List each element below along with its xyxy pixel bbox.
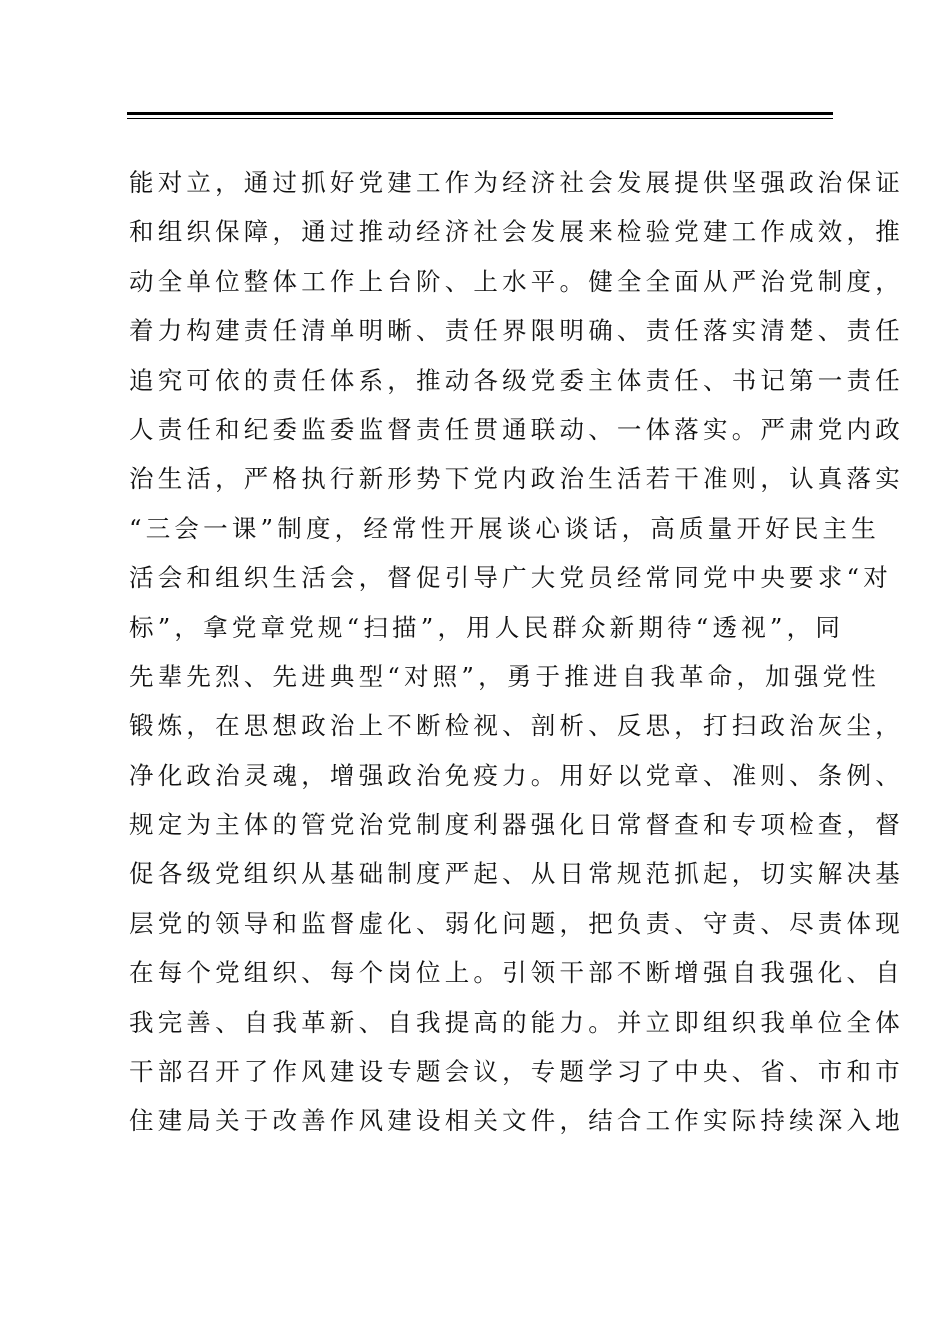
paragraph-line-6: 人责任和纪委监委监督责任贯通联动、一体落实。严肃党内政 — [129, 414, 904, 444]
paragraph-line-8: “三会一课”制度，经常性开展谈心谈话，高质量开好民主生 — [129, 513, 880, 543]
header-rule-thin — [127, 118, 833, 119]
paragraph-line-15: 促各级党组织从基础制度严起、从日常规范抓起，切实解决基 — [129, 859, 904, 889]
paragraph-line-12: 锻炼，在思想政治上不断检视、剖析、反思，打扫政治灰尘， — [129, 711, 904, 741]
paragraph-line-20: 住建局关于改善作风建设相关文件，结合工作实际持续深入地 — [129, 1106, 904, 1136]
paragraph-line-7: 治生活，严格执行新形势下党内政治生活若干准则，认真落实 — [129, 464, 904, 494]
paragraph-line-19: 干部召开了作风建设专题会议，专题学习了中央、省、市和市 — [129, 1057, 904, 1087]
header-rule-thick — [127, 112, 833, 115]
body-paragraph — [129, 158, 904, 1146]
paragraph-line-5: 追究可依的责任体系，推动各级党委主体责任、书记第一责任 — [129, 365, 904, 395]
paragraph-line-2: 和组织保障，通过推动经济社会发展来检验党建工作成效，推 — [129, 217, 904, 247]
paragraph-line-14: 规定为主体的管党治党制度利器强化日常督查和专项检查，督 — [129, 810, 904, 840]
paragraph-line-17: 在每个党组织、每个岗位上。引领干部不断增强自我强化、自 — [129, 958, 904, 988]
paragraph-line-10: 标”，拿党章党规“扫描”，用人民群众新期待“透视”，同 — [129, 612, 845, 642]
paragraph-line-3: 动全单位整体工作上台阶、上水平。健全全面从严治党制度， — [129, 266, 904, 296]
paragraph-line-16: 层党的领导和监督虚化、弱化问题，把负责、守责、尽责体现 — [129, 908, 904, 938]
header-double-rule — [127, 112, 833, 120]
paragraph-line-13: 净化政治灵魂，增强政治免疫力。用好以党章、准则、条例、 — [129, 760, 904, 790]
paragraph-line-11: 先辈先烈、先进典型“对照”，勇于推进自我革命，加强党性 — [129, 661, 880, 691]
paragraph-line-1: 能对立，通过抓好党建工作为经济社会发展提供坚强政治保证 — [129, 168, 904, 197]
paragraph-line-18: 我完善、自我革新、自我提高的能力。并立即组织我单位全体 — [129, 1007, 904, 1037]
paragraph-line-4: 着力构建责任清单明晰、责任界限明确、责任落实清楚、责任 — [129, 316, 904, 346]
paragraph-line-9: 活会和组织生活会，督促引导广大党员经常同党中央要求“对 — [129, 563, 892, 593]
